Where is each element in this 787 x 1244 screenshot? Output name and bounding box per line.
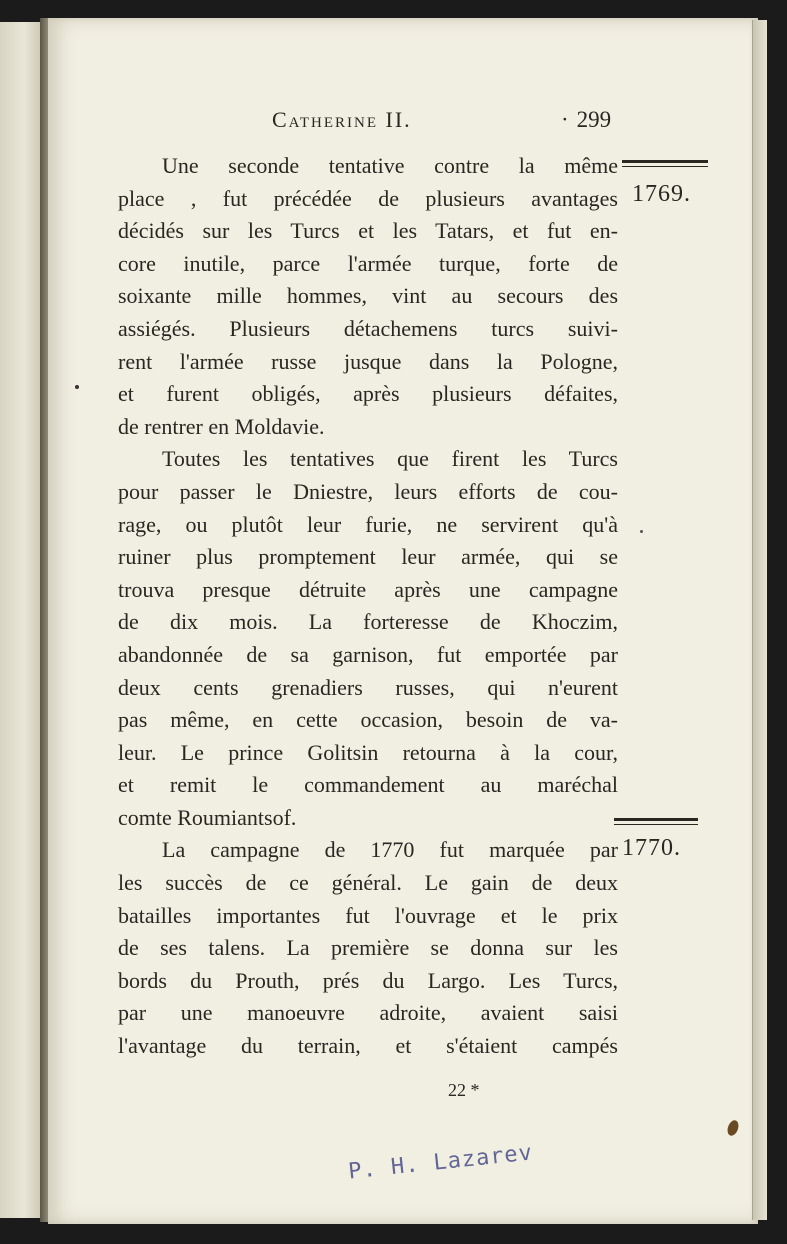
text-line: de dix mois. La forteresse de Khoczim,	[118, 609, 618, 635]
running-head: Catherine II.	[272, 107, 412, 132]
facing-page-edge	[0, 22, 42, 1218]
margin-year-1770	[614, 818, 698, 862]
text-line: batailles importantes fut l'ouvrage et le prix	[118, 902, 618, 928]
text-line: rent l'armée russe jusque dans la Pologne,	[118, 348, 618, 374]
text-line: assiégés. Plusieurs détachemens turcs suivi-	[118, 315, 618, 341]
page-fore-edge	[752, 20, 767, 1220]
margin-rule	[614, 824, 698, 825]
margin-year-label: 1769.	[632, 181, 691, 207]
text-line: et remit le commandement au maréchal	[118, 772, 618, 798]
text-line: trouva presque détruite après une campagne	[118, 576, 618, 602]
signature-mark: 22 *	[448, 1080, 480, 1100]
text-line: Toutes les tentatives que firent les Turcs	[162, 446, 618, 472]
margin-rule	[622, 160, 708, 163]
text-line: ruiner plus promptement leur armée, qui se	[118, 544, 618, 570]
margin-year-1769	[622, 160, 708, 208]
ink-spot	[640, 530, 643, 533]
ink-spot	[75, 385, 79, 389]
text-line: leur. Le prince Golitsin retourna à la cour,	[118, 739, 618, 765]
margin-year-label: 1770.	[622, 835, 681, 861]
text-line: de rentrer en Moldavie.	[118, 413, 325, 439]
text-line: les succès de ce général. Le gain de deux	[118, 870, 618, 896]
text-line: soixante mille hommes, vint au secours des	[118, 283, 618, 309]
text-line: deux cents grenadiers russes, qui n'eurent	[118, 674, 618, 700]
body-text	[118, 150, 618, 1063]
text-line: Une seconde tentative contre la même	[162, 153, 618, 178]
text-line: et furent obligés, après plusieurs défaites,	[118, 381, 618, 407]
margin-rule	[614, 818, 698, 821]
text-line: La campagne de 1770 fut marquée par	[162, 837, 618, 863]
page-header	[0, 107, 787, 141]
text-line: abandonnée de sa garnison, fut emportée par	[118, 641, 618, 667]
text-line: place , fut précédée de plusieurs avantages	[118, 185, 618, 211]
text-line: de ses talens. La première se donna sur les	[118, 935, 618, 961]
text-line: par une manoeuvre adroite, avaient saisi	[118, 1000, 618, 1026]
ownership-stamp: P. H. Lazarev	[347, 1140, 534, 1185]
text-line: comte Roumiantsof.	[118, 804, 297, 830]
text-line: rage, ou plutôt leur furie, ne servirent qu'à	[118, 511, 618, 537]
text-line: décidés sur les Turcs et les Tatars, et fut en-	[118, 218, 618, 244]
text-line: l'avantage du terrain, et s'étaient campés	[118, 1033, 618, 1059]
text-line: bords du Prouth, prés du Largo. Les Turcs,	[118, 967, 618, 993]
text-line: pour passer le Dniestre, leurs efforts de cou-	[118, 478, 618, 504]
margin-rule	[622, 166, 708, 167]
text-line: pas même, en cette occasion, besoin de va-	[118, 707, 618, 733]
text-line: core inutile, parce l'armée turque, forte de	[118, 250, 618, 276]
page-number: · 299	[561, 107, 612, 132]
